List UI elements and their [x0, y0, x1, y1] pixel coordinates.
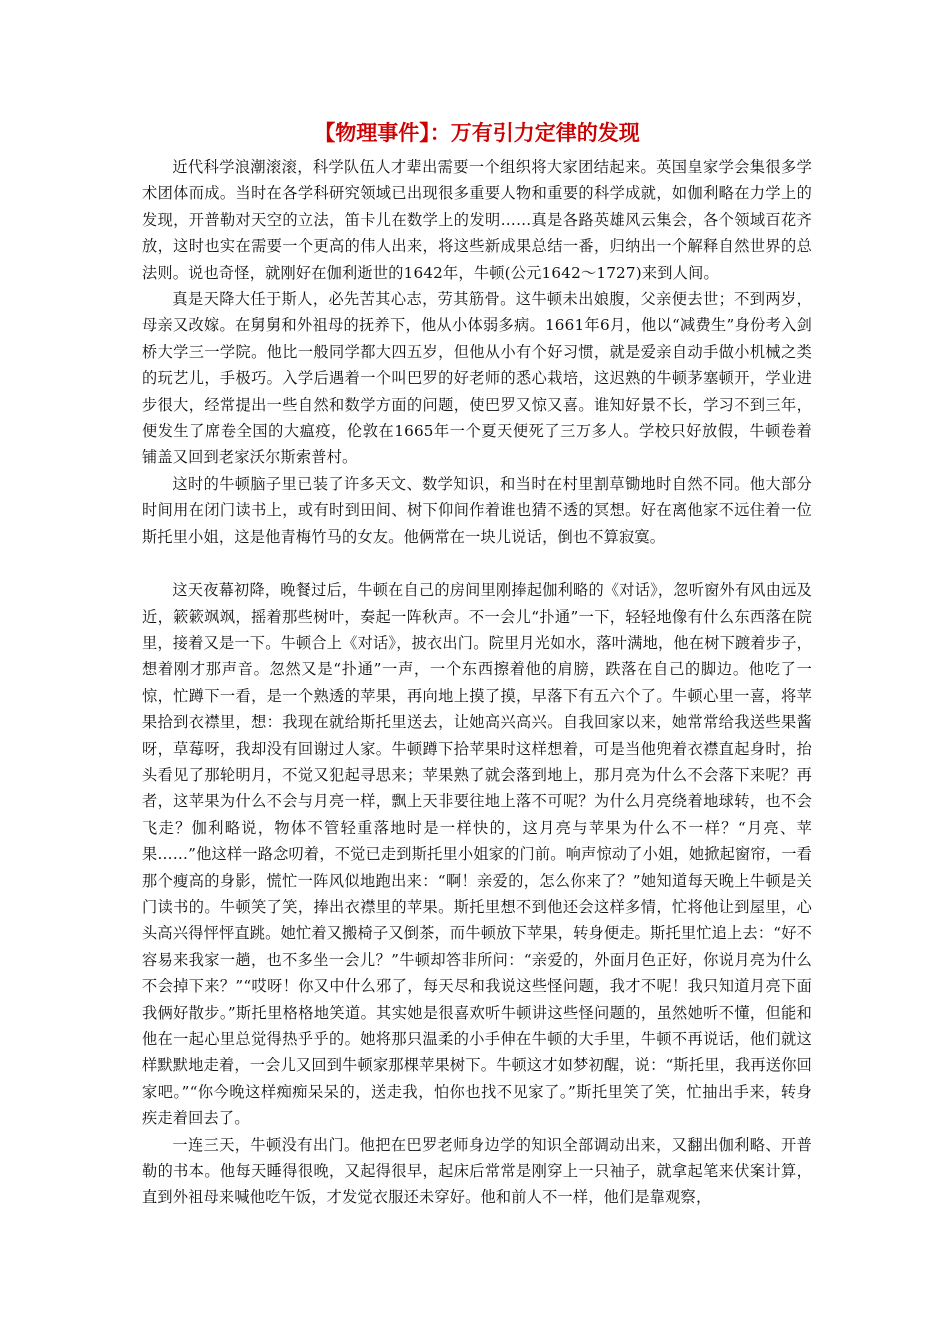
paragraph-4: 这天夜幕初降，晚餐过后，牛顿在自己的房间里刚捧起伽利略的《对话》，忽听窗外有风由远及近，簌簌飒飒，摇着那些树叶，奏起一阵秋声。不一会儿“扑通”一下，轻轻地像有什么东西落在院里，接着又是一下。牛顿合上《对话》，披衣出门。院里月光如水，落叶满地，他在树下踱着步子，想着刚才那声音。忽然又是“扑通”一声，一个东西擦着他的肩膀，跌落在自己的脚边。他吃了一惊，忙蹲下一看，是一个熟透的苹果，再向地上摸了摸，早落下有五六个了。牛顿心里一喜，将苹果拾到衣襟里，想：我现在就给斯托里送去，让她高兴高兴。自我回家以来，她常常给我送些果酱呀，草莓呀，我却没有回谢过人家。牛顿蹲下拾苹果时这样想着，可是当他兜着衣襟直起身时，抬头看见了那轮明月，不觉又犯起寻思来；苹果熟了就会落到地上，那月亮为什么不会落下来呢？再者，这苹果为什么不会与月亮一样，飘上天非要往地上落不可呢？为什么月亮绕着地球转，也不会飞走？伽利略说，物体不管轻重落地时是一样快的，这月亮与苹果为什么不一样？“月亮、苹果……”他这样一路念叨着，不觉已走到斯托里小姐家的门前。响声惊动了小姐，她掀起窗帘，一看那个瘦高的身影，慌忙一阵风似地跑出来：“啊！亲爱的，怎么你来了？”她知道每天晚上牛顿是关门读书的。牛顿笑了笑，捧出衣襟里的苹果。斯托里想不到他还会这样多情，忙将他让到屋里，心头高兴得怦怦直跳。她忙着又搬椅子又倒茶，而牛顿放下苹果，转身便走。斯托里忙追上去：“好不容易来我家一趟，也不多坐一会儿？”牛顿却答非所问：“亲爱的，外面月色正好，你说月亮为什么不会掉下来？”“哎呀！你又中什么邪了，每天尽和我说这些怪问题，我才不呢！我只知道月亮下面我俩好散步。”斯托里格格地笑道。其实她是很喜欢听牛顿讲这些怪问题的，虽然她听不懂，但能和他在一起心里总觉得热乎乎的。她将那只温柔的小手伸在牛顿的大手里，牛顿不再说话，他们就这样默默地走着，一会儿又回到牛顿家那棵苹果树下。牛顿这才如梦初醒，说：“斯托里，我再送你回家吧。”“你今晚这样痴痴呆呆的，送走我，怕你也找不见家了。”斯托里笑了笑，忙抽出手来，转身疾走着回去了。 — [142, 581, 812, 1128]
paragraph-5: 一连三天，牛顿没有出门。他把在巴罗老师身边学的知识全部调动出来，又翻出伽利略、开普勒的书本。他每天睡得很晚，又起得很早，起床后常常是刚穿上一只袖子，就拿起笔来伏案计算，直到外祖母来喊他吃午饭，才发觉衣服还未穿好。他和前人不一样，他们是靠观察， — [142, 1135, 812, 1207]
paragraph-gap — [142, 550, 812, 577]
document-title: 【物理事件】：万有引力定律的发现 — [314, 121, 640, 145]
paragraph-3: 这时的牛顿脑子里已装了许多天文、数学知识，和当时在村里割草锄地时自然不同。他大部分时间用在闭门读书上，或有时到田间、树下仰间作着谁也猜不透的冥想。好在离他家不远住着一位斯托里小姐，这是他青梅竹马的女友。他俩常在一块儿说话，倒也不算寂寞。 — [142, 474, 812, 546]
paragraph-1: 近代科学浪潮滚滚，科学队伍人才辈出需要一个组织将大家团结起来。英国皇家学会集很多学术团体而成。当时在各学科研究领域已出现很多重要人物和重要的科学成就，如伽利略在力学上的发现，开普勒对天空的立法，笛卡儿在数学上的发明……真是各路英雄风云集会，各个领域百花齐放，这时也实在需要一个更高的伟人出来，将这些新成果总结一番，归纳出一个解释自然世界的总法则。说也奇怪，就刚好在伽利逝世的1642年，牛顿(公元1642～1727)来到人间。 — [142, 158, 812, 282]
paragraph-2: 真是天降大任于斯人，必先苦其心志，劳其筋骨。这牛顿未出娘腹，父亲便去世；不到两岁，母亲又改嫁。在舅舅和外祖母的抚养下，他从小体弱多病。1661年6月，他以“减费生”身份考入剑桥大学三一学院。他比一般同学都大四五岁，但他从小有个好习惯，就是爱亲自动手做小机械之类的玩艺儿，手极巧。入学后遇着一个叫巴罗的好老师的悉心栽培，这迟熟的牛顿茅塞顿开，学业进步很大，经常提出一些自然和数学方面的问题，使巴罗又惊又喜。谁知好景不长，学习不到三年，便发生了席卷全国的大瘟疫，伦敦在1665年一个夏天便死了三万多人。学校只好放假，牛顿卷着铺盖又回到老家沃尔斯索普村。 — [142, 290, 812, 467]
